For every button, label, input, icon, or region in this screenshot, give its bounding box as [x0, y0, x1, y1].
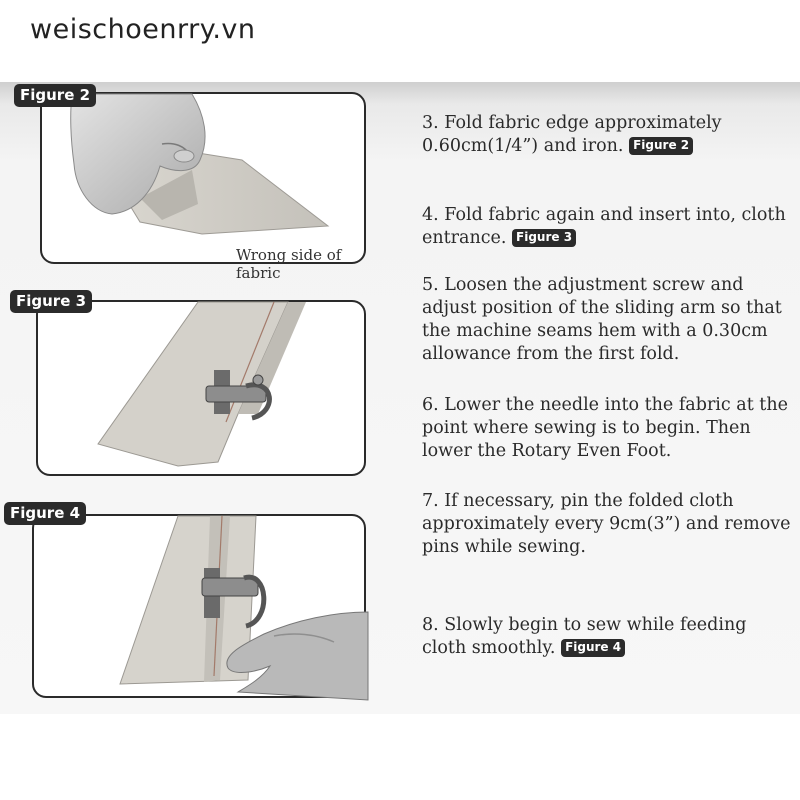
step-7	[422, 490, 792, 559]
step-3	[422, 112, 792, 158]
figure-3-label: Figure 3	[10, 290, 92, 313]
step-4-figure-tag: Figure 3	[512, 229, 576, 247]
figure-3-illustration	[38, 302, 368, 478]
figure-4-illustration	[34, 516, 368, 700]
figure-2-illustration	[42, 94, 368, 266]
instruction-sheet	[0, 82, 800, 714]
figure-2-label: Figure 2	[14, 84, 96, 107]
figure-4-box	[32, 514, 366, 698]
figure-4-label: Figure 4	[4, 502, 86, 525]
step-6-text: 6. Lower the needle into the fabric at the point where sewing is to begin. Then lower the Rotary Even Foot.	[422, 395, 788, 461]
step-5-text: 5. Loosen the adjustment screw and adjust position of the sliding arm so that the machine seams hem with a 0.30cm allowance from the first fold.	[422, 275, 782, 364]
step-7-text: 7. If necessary, pin the folded cloth approximately every 9cm(3”) and remove pins while sewing.	[422, 491, 791, 557]
step-4	[422, 204, 792, 250]
step-3-figure-tag: Figure 2	[629, 137, 693, 155]
step-8-figure-tag: Figure 4	[561, 639, 625, 657]
figure-2-box	[40, 92, 366, 282]
figure-2-caption: Wrong side of fabric	[236, 246, 342, 282]
step-8	[422, 614, 792, 660]
step-8-text: 8. Slowly begin to sew while feeding cloth smoothly.	[422, 615, 747, 658]
step-4-text: 4. Fold fabric again and insert into, cloth entrance.	[422, 205, 786, 248]
step-3-text: 3. Fold fabric edge approximately 0.60cm(1/4”) and iron.	[422, 113, 722, 156]
figure-3-box	[36, 300, 366, 476]
step-5	[422, 274, 792, 366]
watermark-text: weischoenrry.vn	[30, 14, 256, 45]
step-6	[422, 394, 792, 463]
